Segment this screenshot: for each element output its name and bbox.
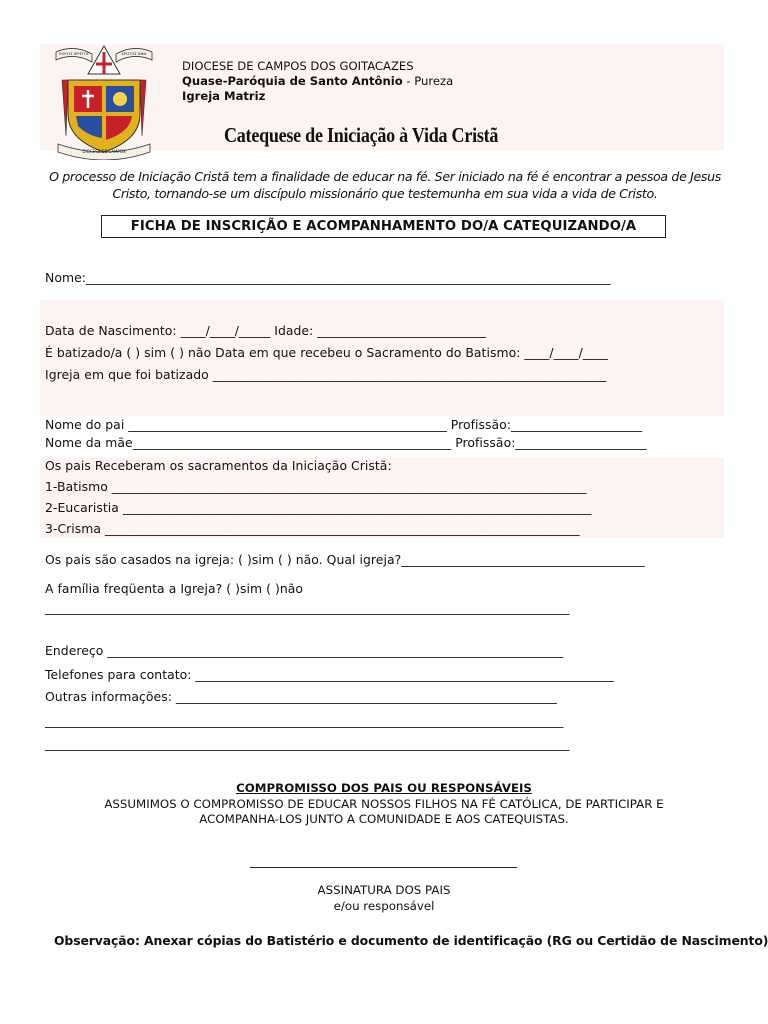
- seal-text-top-left: ἸΗΣΟΥΣ ΧΡΙΣΤΟΣ: [58, 52, 90, 56]
- parish-line: [182, 74, 453, 88]
- phones-field[interactable]: Telefones para contato: ___________________________________________________________________: [45, 667, 614, 682]
- extra-line-1[interactable]: ___________________________________________________________________________________: [45, 713, 564, 728]
- commitment-line-2: ACOMPANHA-LOS JUNTO A COMUNIDADE E AOS CATEQUISTAS.: [199, 812, 569, 826]
- father-name-field[interactable]: Nome do pai ___________________________________________________ Profissão:_____________________: [45, 417, 643, 432]
- observation-note: Observação: Anexar cópias do Batistério e documento de identificação (RG ou Certidão de Nascimento): [54, 933, 768, 948]
- eucharist-field[interactable]: 2-Eucaristia ___________________________________________________________________________: [45, 500, 592, 515]
- signature-line[interactable]: [250, 867, 517, 868]
- mother-name-field[interactable]: Nome da mãe___________________________________________________ Profissão:_____________________: [45, 435, 647, 450]
- form-title-box: FICHA DE INSCRIÇÃO E ACOMPANHAMENTO DO/A CATEQUIZANDO/A: [101, 215, 666, 238]
- family-attends-field[interactable]: A família freqüenta a Igreja? ( )sim ( )não: [45, 581, 304, 596]
- seal-text-bottom: DIOCESE DE CAMPOS: [82, 149, 126, 154]
- birthdate-age-field[interactable]: Data de Nascimento: ____/____/_____ Idade: ___________________________: [45, 323, 486, 338]
- signature-sublabel: e/ou responsável: [333, 899, 435, 913]
- name-field[interactable]: Nome:____________________________________________________________________________________: [45, 270, 611, 285]
- parish-separator: -: [402, 74, 415, 88]
- confirmation-field[interactable]: 3-Crisma ____________________________________________________________________________: [45, 521, 580, 536]
- diocese-name: DIOCESE DE CAMPOS DOS GOITACAZES: [182, 59, 414, 73]
- address-field[interactable]: Endereço _________________________________________________________________________: [45, 643, 564, 658]
- parish-name: Quase-Paróquia de Santo Antônio: [182, 74, 403, 88]
- baptized-field[interactable]: É batizado/a ( ) sim ( ) não Data em que recebeu o Sacramento do Batismo: ____/____/____: [45, 345, 608, 360]
- parish-place: Pureza: [414, 74, 454, 88]
- page-title: Catequese de Iniciação à Vida Cristã: [224, 123, 499, 147]
- baptism-field[interactable]: 1-Batismo ____________________________________________________________________________: [45, 479, 587, 494]
- commitment-line-1: ASSUMIMOS O COMPROMISSO DE EDUCAR NOSSOS FILHOS NA FÉ CATÓLICA, DE PARTICIPAR E: [104, 797, 664, 811]
- intro-paragraph: O processo de Iniciação Cristã tem a finalidade de educar na fé. Ser iniciado na fé é encontrar a pessoa de Jesus Cristo, tornando-se um discípulo missionário que testemunha em sua vida a vida de Cristo.: [49, 169, 721, 201]
- baptism-church-field[interactable]: Igreja em que foi batizado _______________________________________________________________: [45, 367, 607, 382]
- other-info-field[interactable]: Outras informações: _____________________________________________________________: [45, 689, 557, 704]
- extra-line-2[interactable]: ____________________________________________________________________________________: [45, 736, 570, 751]
- married-in-church-field[interactable]: Os pais são casados na igreja: ( )sim ( ) não. Qual igreja?_______________________________________: [45, 552, 645, 567]
- church-name: [182, 89, 265, 103]
- church-name-text: Igreja Matriz: [182, 89, 266, 103]
- diocese-seal-icon: [52, 40, 156, 160]
- sacraments-label: Os pais Receberam os sacramentos da Iniciação Cristã:: [45, 458, 392, 473]
- family-attends-line[interactable]: ____________________________________________________________________________________: [45, 600, 570, 615]
- signature-label: ASSINATURA DOS PAIS: [317, 883, 451, 897]
- seal-text-top-right: ΧΡΙΣΤΟΣ ΝΙΚΑ: [121, 52, 147, 56]
- commitment-heading: COMPROMISSO DOS PAIS OU RESPONSÁVEIS: [236, 781, 532, 795]
